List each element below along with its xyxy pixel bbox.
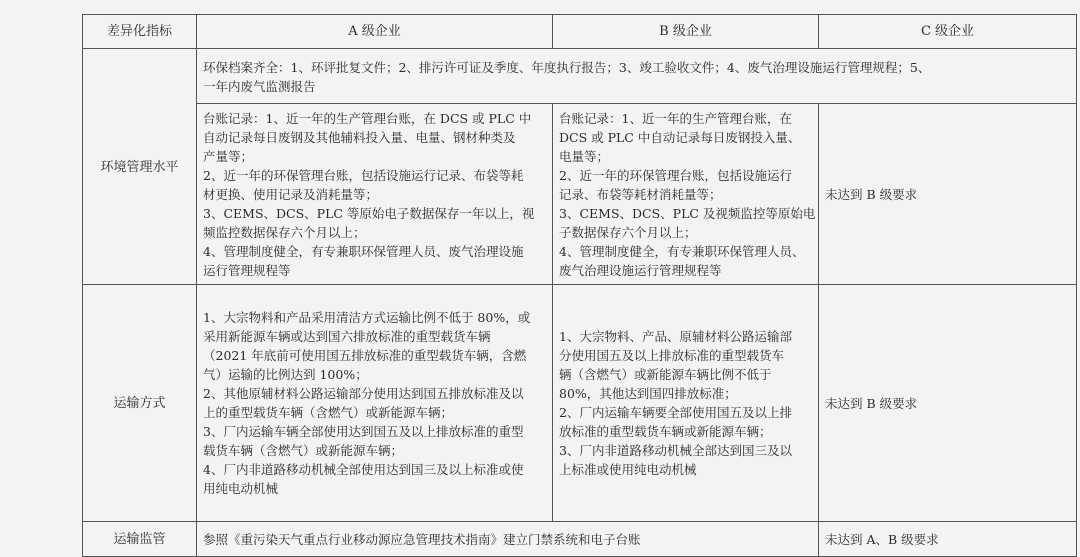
transport-a-cell	[197, 285, 553, 522]
indicator-transport-mode: 运输方式	[83, 285, 197, 522]
table-row	[83, 104, 1077, 285]
text-line: 产量等；	[203, 148, 254, 164]
text-line: 频监控数据保存六个月以上；	[203, 224, 366, 240]
text-line: 1、大宗物料、产品、原辅材料公路运输部	[559, 329, 792, 344]
text-line: 材更换、使用记录及消耗量等；	[203, 186, 379, 202]
header-c-level: C 级企业	[819, 15, 1077, 49]
text-line: 4、厂内非道路移动机械全部使用达到国三及以上标准或使	[203, 462, 524, 477]
text-line: 1、大宗物料和产品采用清洁方式运输比例不低于 80%，或	[203, 310, 531, 325]
text-line: 自动记录每日废钢及其他辅料投入量、电量、钢材种类及	[203, 129, 516, 145]
env-b-cell	[553, 104, 819, 285]
transport-b-cell	[553, 285, 819, 522]
text-line: 3、厂内非道路移动机械全部达到国三及以	[559, 443, 792, 458]
env-archive-cell	[197, 49, 1077, 104]
text-line: 3、CEMS、DCS、PLC 等原始电子数据保存一年以上，视	[203, 205, 535, 221]
header-b-level: B 级企业	[553, 15, 819, 49]
header-indicator: 差异化指标	[83, 15, 197, 49]
text-line: 用纯电动机械	[203, 481, 279, 496]
text-line: 记录、布袋等耗材消耗量等；	[559, 186, 722, 202]
text-line: 80%，其他达到国四排放标准；	[559, 386, 737, 401]
indicator-transport-supervision: 运输监管	[83, 522, 197, 557]
text-line: 气）运输的比例达到 100%；	[203, 367, 368, 382]
text-line: 上的重型载货车辆（含燃气）或新能源车辆；	[203, 405, 454, 420]
transport-c-cell: 未达到 B 级要求	[819, 285, 1077, 522]
text-line: 3、CEMS、DCS、PLC 及视频监控等原始电	[559, 205, 816, 221]
text-line: 2、近一年的环保管理台账，包括设施运行记录、布袋等耗	[203, 167, 524, 183]
text-line: 运行管理规程等	[203, 262, 291, 278]
differentiation-table	[82, 14, 1077, 557]
text-line: 台账记录：1、近一年的生产管理台账，在	[559, 110, 792, 126]
text-line: 采用新能源车辆或达到国六排放标准的重型载货车辆	[203, 329, 491, 344]
env-c-cell: 未达到 B 级要求	[819, 104, 1077, 285]
text-line: 2、厂内运输车辆要全部使用国五及以上排	[559, 405, 792, 420]
text-line: 一年内废气监测报告	[203, 79, 316, 94]
text-line: 3、厂内运输车辆全部使用达到国五及以上排放标准的重型	[203, 424, 524, 439]
text-line: 载货车辆（含燃气）或新能源车辆；	[203, 443, 404, 458]
indicator-env-management: 环境管理水平	[83, 49, 197, 285]
text-line: 4、管理制度健全，有专兼职环保管理人员、废气治理设施	[203, 243, 524, 259]
text-line: 环保档案齐全：1、环评批复文件；2、排污许可证及季度、年度执行报告；3、竣工验收文件；4、废气治理设施运行管理规程；5、	[203, 60, 931, 75]
table-row	[83, 522, 1077, 557]
text-line: 废气治理设施运行管理规程等	[559, 262, 722, 278]
text-line: （2021 年底前可使用国五排放标准的重型载货车辆，含燃	[203, 348, 527, 363]
text-line: 放标准的重型载货车辆或新能源车辆；	[559, 424, 772, 439]
env-a-cell	[197, 104, 553, 285]
text-line: 上标准或使用纯电动机械	[559, 462, 697, 477]
monitor-c-cell: 未达到 A、B 级要求	[819, 522, 1077, 557]
text-line: 分使用国五及以上排放标准的重型载货车	[559, 348, 785, 363]
text-line: 台账记录：1、近一年的生产管理台账，在 DCS 或 PLC 中	[203, 110, 532, 126]
table-row	[83, 49, 1077, 104]
table-row	[83, 285, 1077, 522]
text-line: 4、管理制度健全，有专兼职环保管理人员、	[559, 243, 805, 259]
text-line: 子数据保存六个月以上；	[559, 224, 697, 240]
header-row	[83, 15, 1077, 49]
text-line: 电量等；	[559, 148, 610, 164]
monitor-ab-cell: 参照《重污染天气重点行业移动源应急管理技术指南》建立门禁系统和电子台账	[197, 522, 819, 557]
text-line: 辆（含燃气）或新能源车辆比例不低于	[559, 367, 772, 382]
header-a-level: A 级企业	[197, 15, 553, 49]
text-line: 2、其他原辅材料公路运输部分使用达到国五排放标准及以	[203, 386, 524, 401]
text-line: 2、近一年的环保管理台账，包括设施运行	[559, 167, 792, 183]
text-line: DCS 或 PLC 中自动记录每日废钢投入量、	[559, 129, 801, 145]
